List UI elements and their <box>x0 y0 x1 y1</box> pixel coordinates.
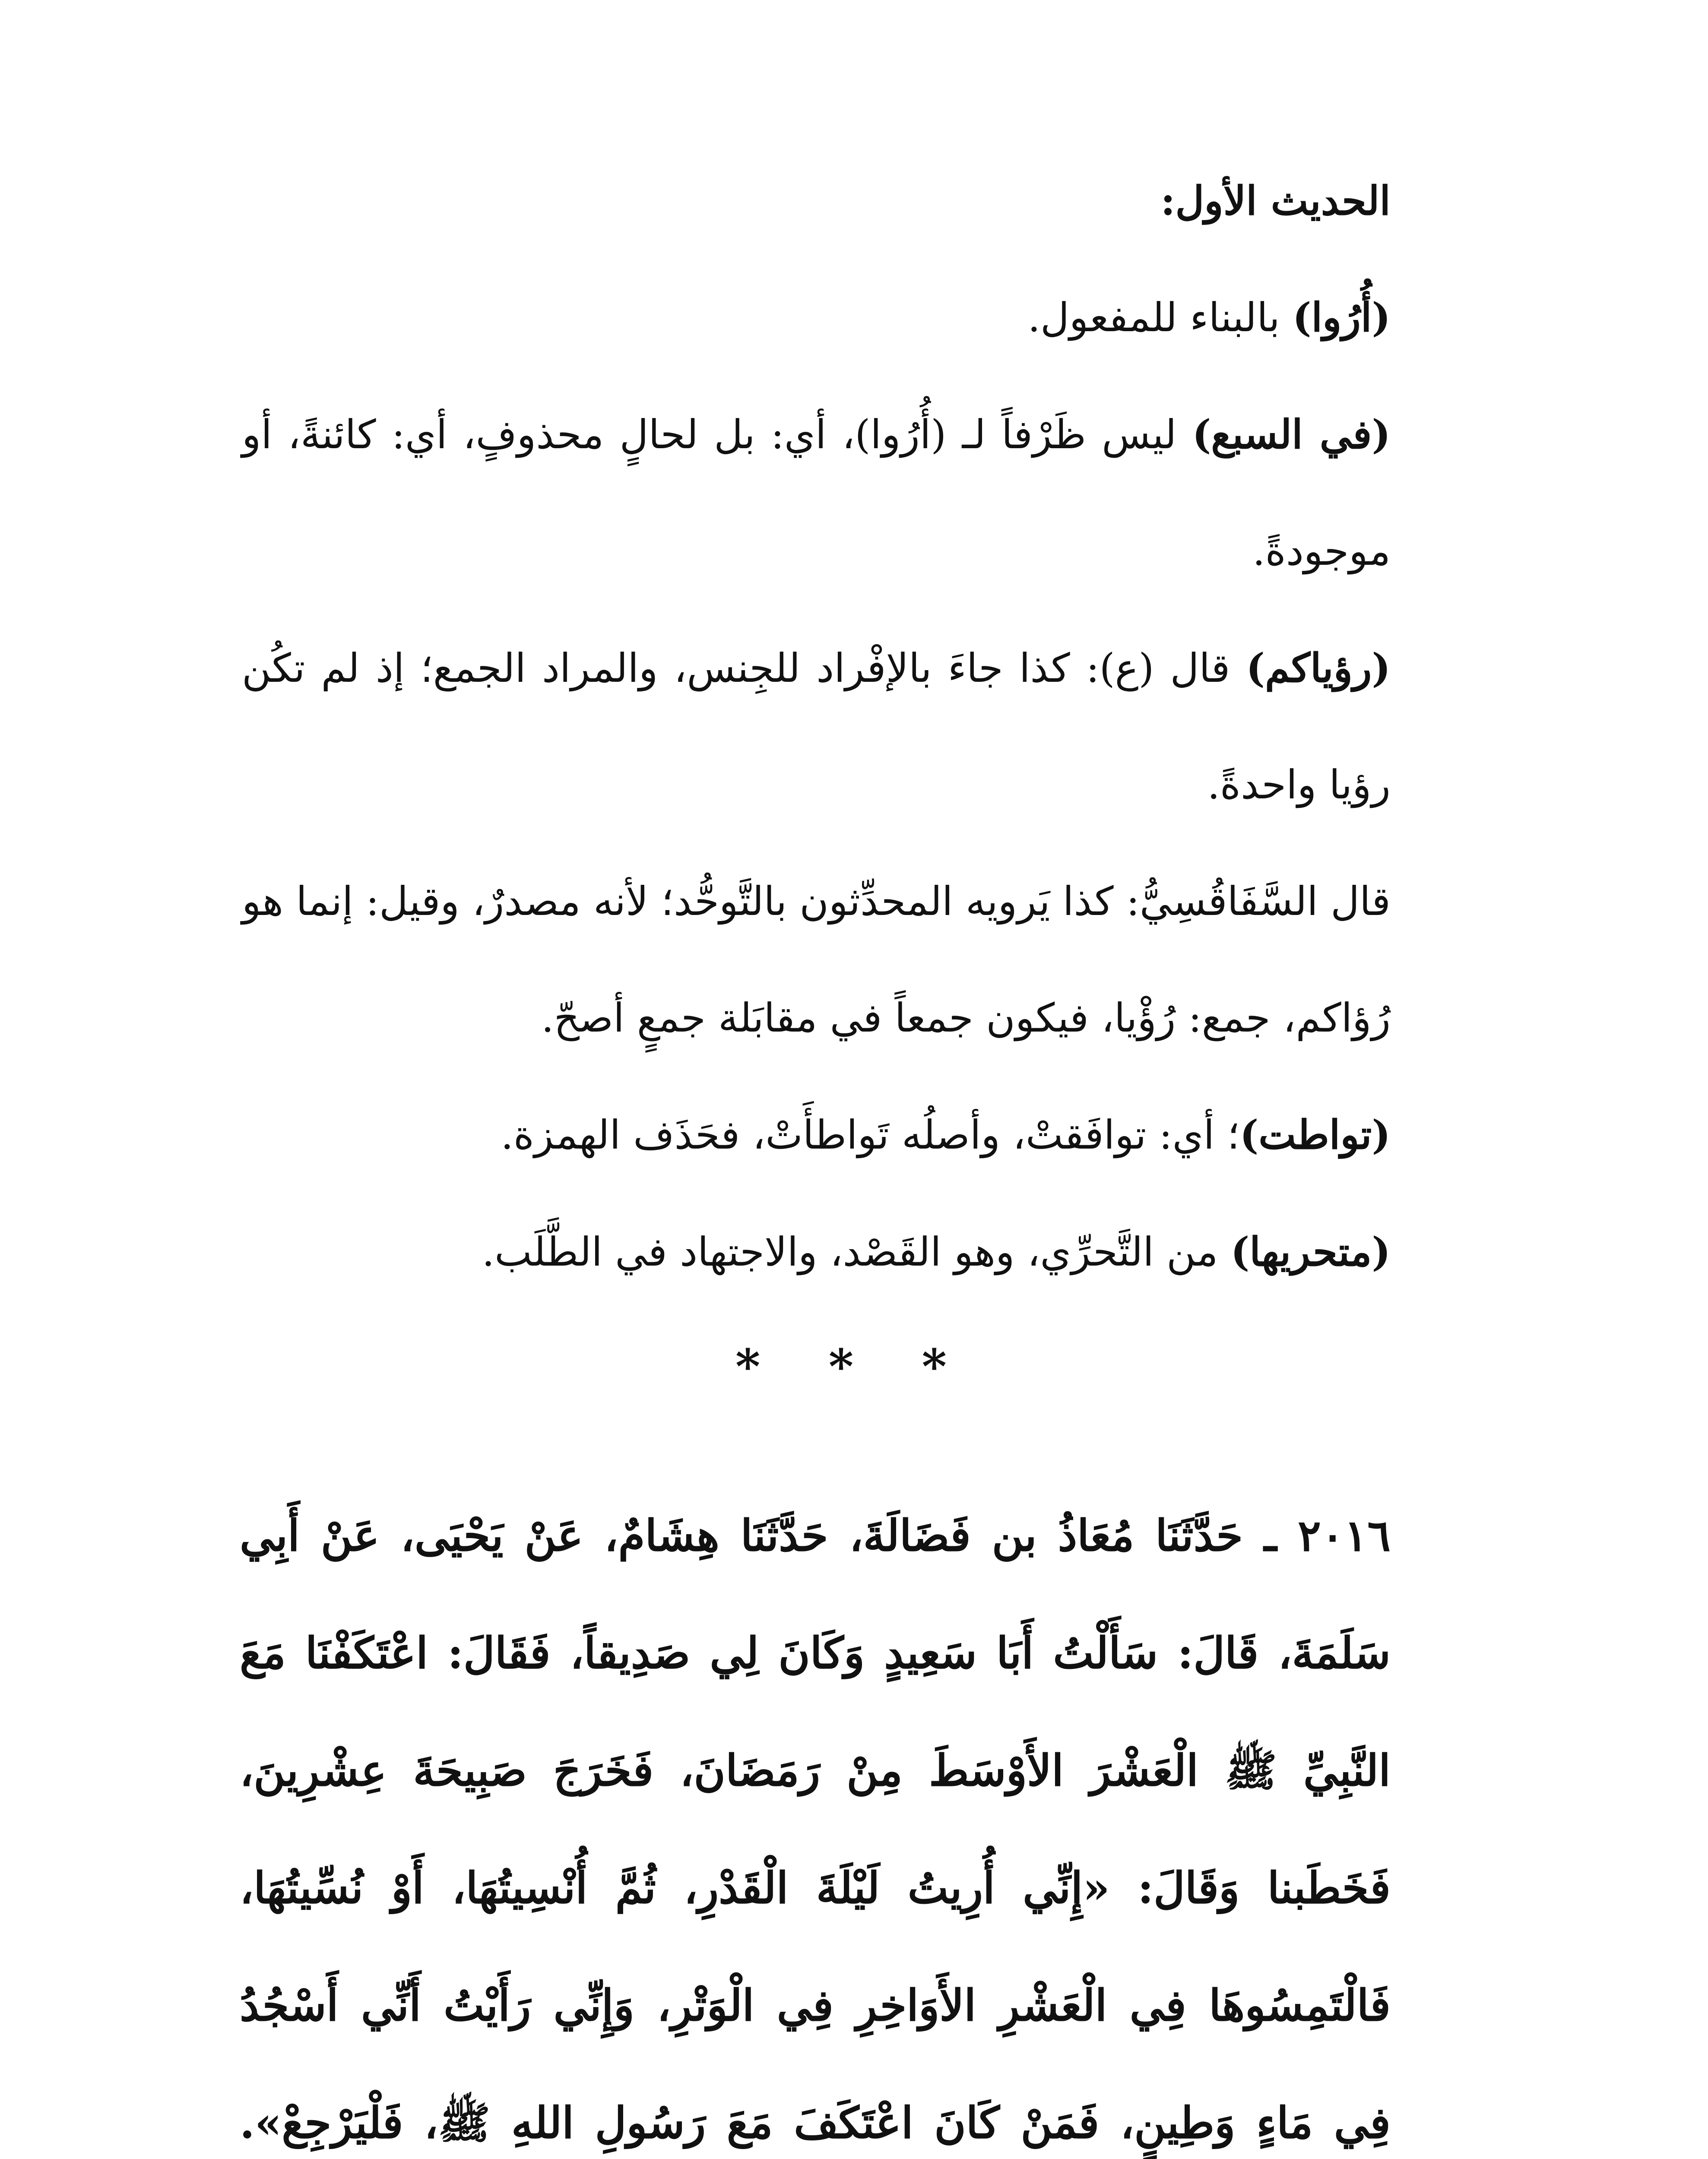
commentary-term: (متحريها) <box>1230 1228 1391 1275</box>
commentary-text: من التَّحرِّي، وهو القَصْد، والاجتهاد في الطَّلَب. <box>482 1229 1231 1275</box>
section-heading: الحديث الأول: <box>1160 177 1391 224</box>
commentary-paragraph <box>242 1076 1438 1193</box>
hadith-text: ٢٠١٦ ـ حَدَّثَنَا مُعَاذُ بن فَضَالَةَ، حَدَّثَنَا هِشَامٌ، عَنْ يَحْيَى، عَنْ أَبِي سَلَمَةَ، قَالَ: سَأَلْتُ أَبَا سَعِيدٍ وَكَانَ لِي صَدِيقاً، فَقَالَ: اعْتَكَفْنَا مَعَ النَّبِيِّ ﷺ الْعَشْرَ الأَوْسَطَ مِنْ رَمَضَانَ، فَخَرَجَ صَبِيحَةَ عِشْرِينَ، فَخَطَبنا وَقَالَ: «إِنِّي أُرِيتُ لَيْلَةَ الْقَدْرِ، ثُمَّ أُنْسِيتُهَا، أَوْ نُسِّيتُهَا، فَالْتَمِسُوهَا فِي الْعَشْرِ الأَوَاخِرِ فِي الْوَتْرِ، وَإِنِّي رَأَيْتُ أَنِّي أَسْجُدُ فِي مَاءٍ وَطِينٍ، فَمَنْ كَانَ اعْتَكَفَ مَعَ رَسُولِ اللهِ ﷺ، فَلْيَرْجِعْ». <box>240 1510 1391 2148</box>
commentary-section <box>242 142 1438 1311</box>
hadith-section <box>240 1477 1438 2159</box>
commentary-paragraph <box>242 610 1438 843</box>
commentary-text: ؛ أي: توافَقتْ، وأصلُه تَواطأَتْ، فحَذَف الهمزة. <box>501 1112 1240 1158</box>
commentary-term: (في السبع) <box>1192 411 1391 458</box>
section-divider: * * * <box>735 1339 973 1394</box>
commentary-text: ليس ظَرْفاً لـ (أُرُوا)، أي: بل لحالٍ محذوفٍ، أي: كائنةً، أو موجودةً. <box>242 412 1391 574</box>
commentary-paragraph: قال السَّفَاقُسِيُّ: كذا يَرويه المحدِّثون بالتَّوحُّد؛ لأنه مصدرٌ، وقيل: إنما هو رُؤاكم، جمع: رُؤْيا، فيكون جمعاً في مقابَلة جمعٍ أصحّ. <box>242 878 1391 1041</box>
commentary-text: قال (ع): كذا جاءَ بالإفْراد للجِنس، والمراد الجمع؛ إذ لم تكُن رؤيا واحدةً. <box>242 645 1391 808</box>
commentary-term: (تواطت) <box>1239 1111 1391 1158</box>
commentary-term: (أُرُوا) <box>1292 294 1391 341</box>
commentary-paragraph <box>242 259 1438 376</box>
commentary-paragraph <box>242 376 1438 610</box>
commentary-text: بالبناء للمفعول. <box>1027 294 1293 341</box>
commentary-term: (رؤياكم) <box>1246 645 1391 691</box>
commentary-paragraph <box>242 1193 1438 1311</box>
